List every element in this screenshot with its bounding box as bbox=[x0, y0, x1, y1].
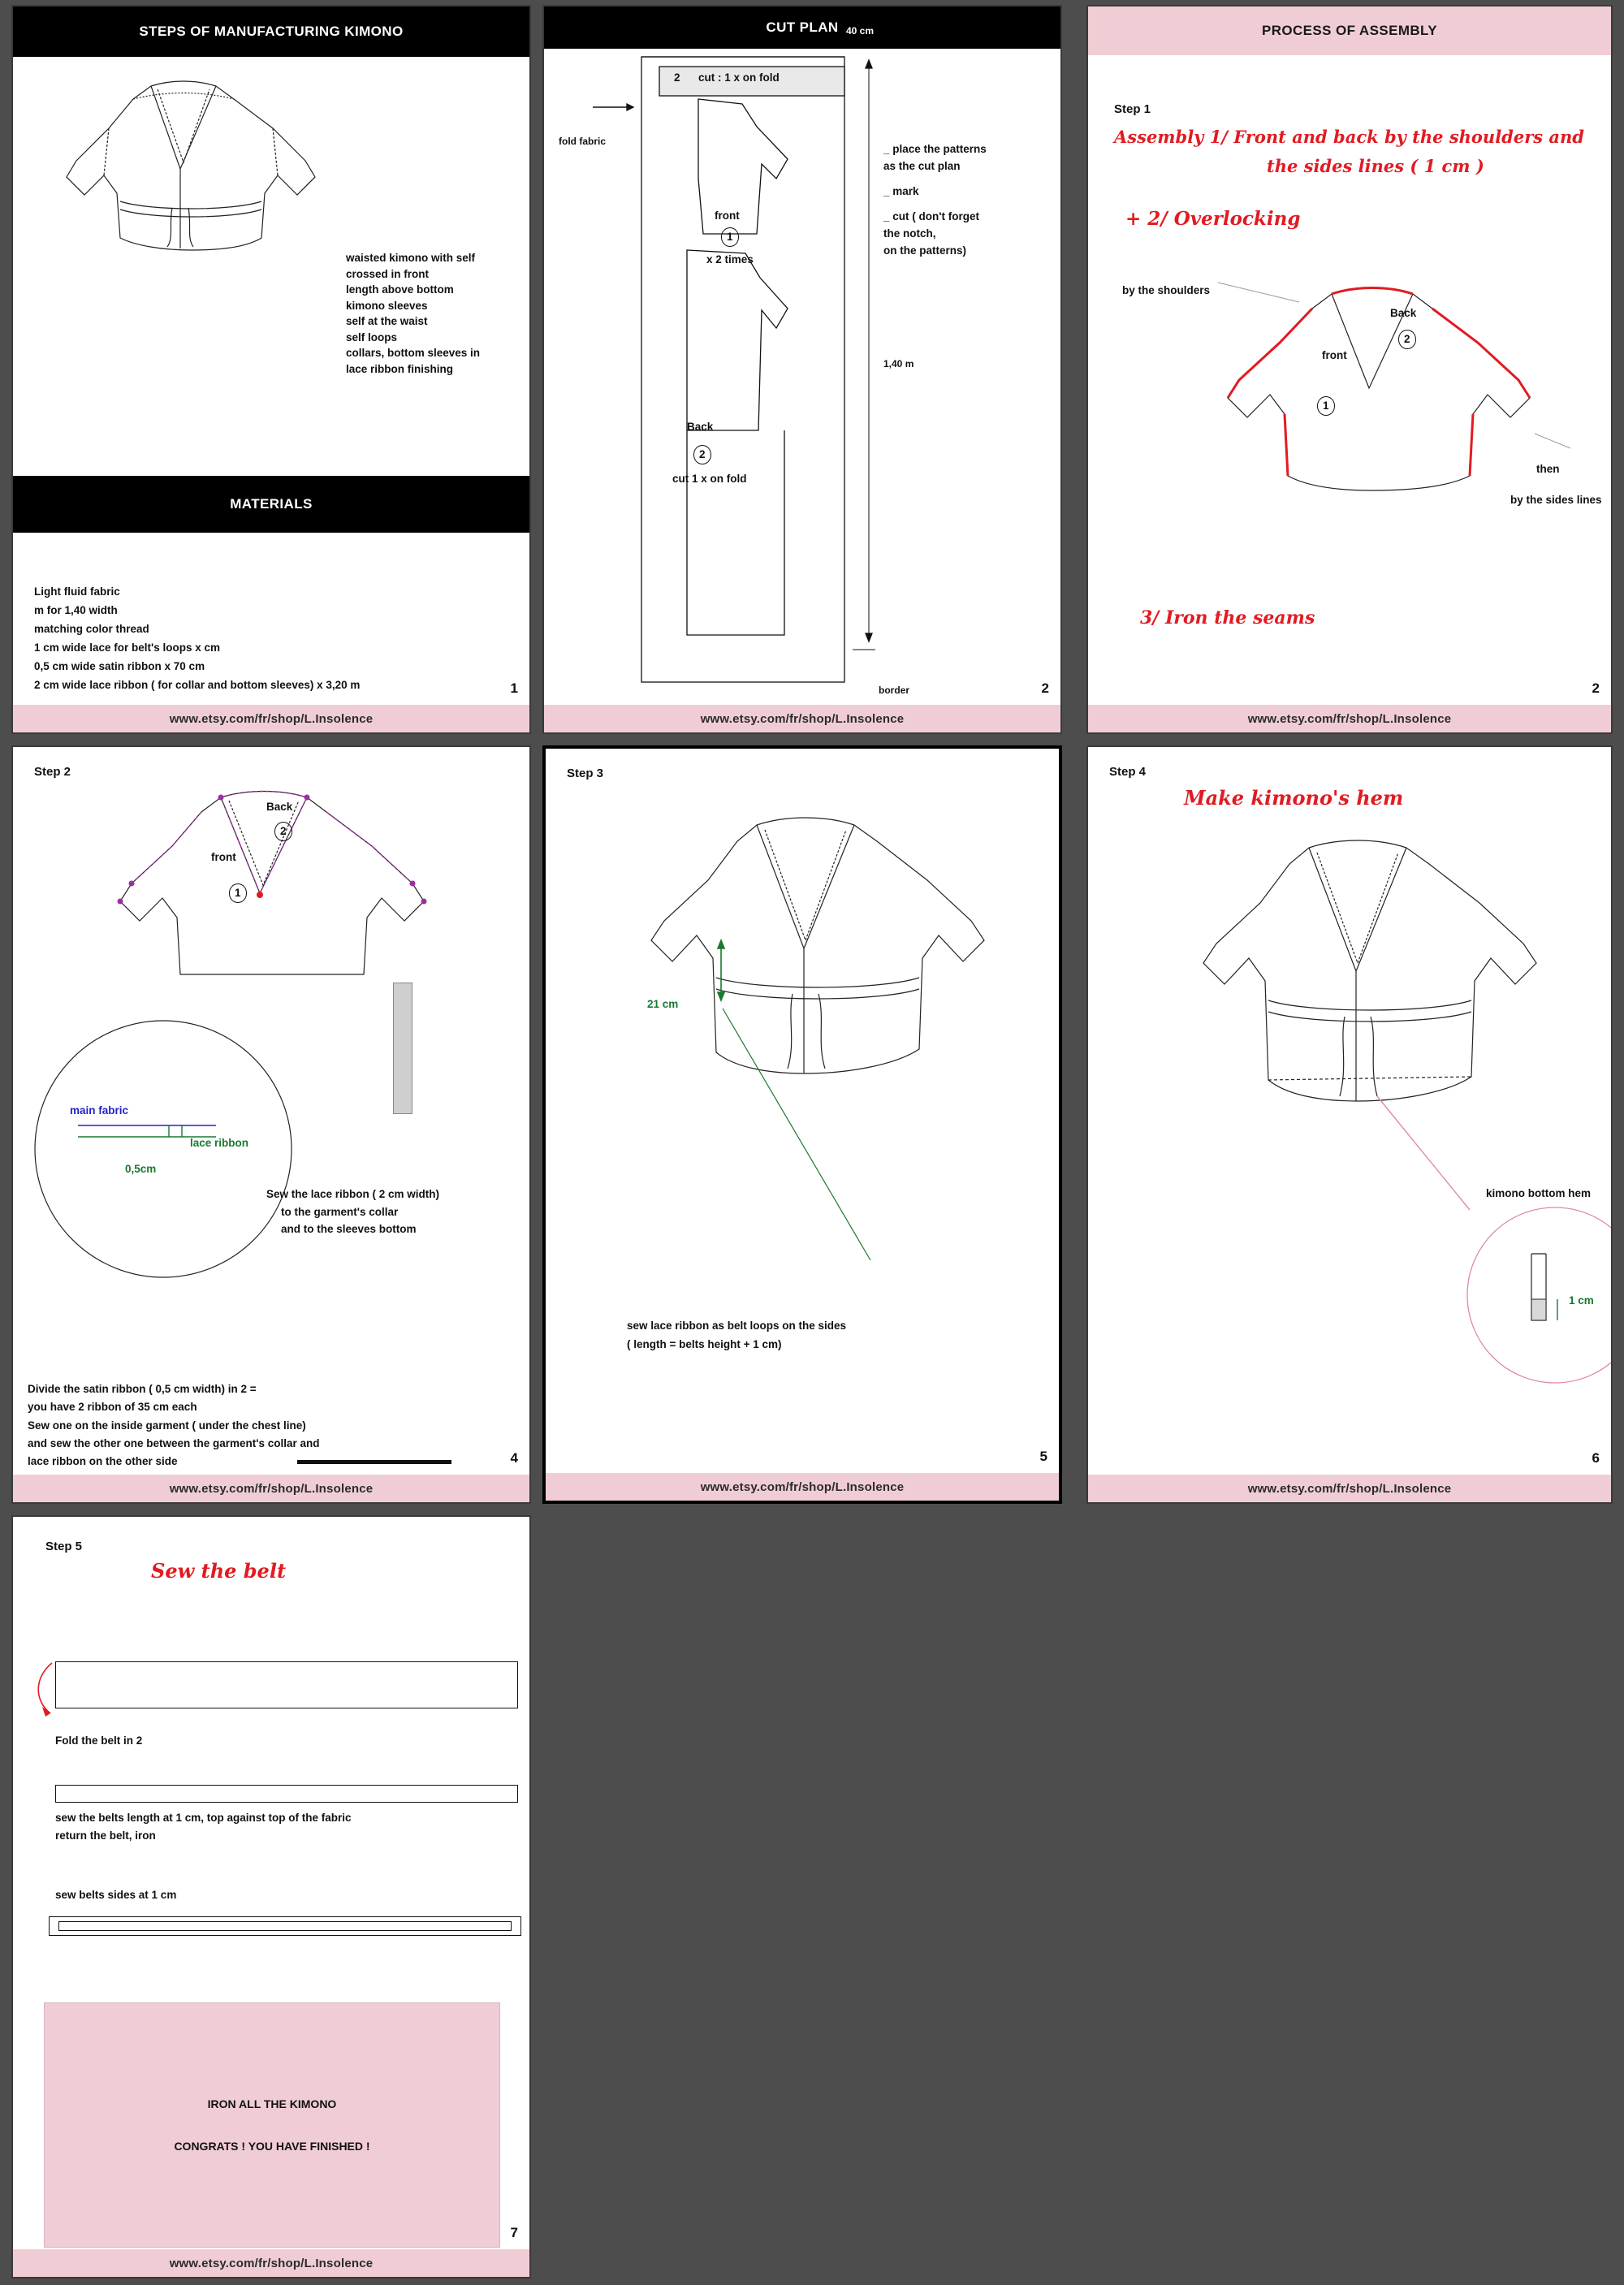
page3-title-bar bbox=[1088, 6, 1611, 55]
zoom-main-fabric-label: main fabric bbox=[70, 1104, 129, 1117]
belt-rect-2 bbox=[55, 1785, 518, 1803]
page3-script-line3: + 2/ Overlocking bbox=[1125, 208, 1301, 230]
page-7 bbox=[11, 1515, 531, 2279]
ribbon-line-graphic bbox=[297, 1460, 451, 1464]
belt-rect-3-inner bbox=[58, 1921, 512, 1931]
page4-instr-right: Sew the lace ribbon ( 2 cm width) to the garment's collar and to the sleeves bottom bbox=[266, 1188, 440, 1236]
page3-title: PROCESS OF ASSEMBLY bbox=[1261, 23, 1438, 38]
cut-plan-notes: _ place the patterns as the cut plan _ mark _ cut ( don't forget the notch, on the patterns) bbox=[883, 143, 987, 257]
label-then: then bbox=[1536, 463, 1560, 475]
page3-script-line2: the sides lines ( 1 cm ) bbox=[1267, 156, 1484, 176]
cut-piece-back-num: 2 bbox=[693, 445, 711, 464]
footer-url: www.etsy.com/fr/shop/L.Insolence bbox=[700, 711, 905, 726]
page4-label-back-num: 2 bbox=[274, 822, 292, 841]
final-line-1: IRON ALL THE KIMONO bbox=[207, 2097, 337, 2110]
page4-footer bbox=[13, 1475, 529, 1502]
page5-number: 5 bbox=[1039, 1449, 1047, 1464]
page7-line2: sew the belts length at 1 cm, top against top of the fabric return the belt, iron bbox=[55, 1812, 352, 1842]
footer-url: www.etsy.com/fr/shop/L.Insolence bbox=[169, 711, 374, 726]
final-message-box bbox=[44, 2002, 500, 2248]
page7-line1: Fold the belt in 2 bbox=[55, 1734, 143, 1747]
cut-piece-front-name: front bbox=[715, 209, 740, 222]
page-2 bbox=[542, 5, 1062, 734]
cut-piece-back-text: cut 1 x on fold bbox=[672, 473, 747, 485]
page6-callout-label: kimono bottom hem bbox=[1486, 1187, 1591, 1199]
fold-fabric-label: fold fabric bbox=[559, 136, 607, 147]
zoom-lace-ribbon-label: lace ribbon bbox=[190, 1137, 249, 1149]
footer-url: www.etsy.com/fr/shop/L.Insolence bbox=[1247, 1481, 1452, 1496]
materials-list: Light fluid fabric m for 1,40 width matching color thread 1 cm wide lace for belt's loops x cm 0,5 cm wide satin ribbon x 70 cm 2 cm wide lace ribbon ( for collar and bottom sleeves) x 3,20 m bbox=[34, 585, 361, 691]
footer-url: www.etsy.com/fr/shop/L.Insolence bbox=[169, 1481, 374, 1496]
footer-url: www.etsy.com/fr/shop/L.Insolence bbox=[1247, 711, 1452, 726]
page4-label-front-num: 1 bbox=[229, 883, 247, 903]
final-line-2: CONGRATS ! YOU HAVE FINISHED ! bbox=[174, 2140, 370, 2153]
page4-instr-bottom: Divide the satin ribbon ( 0,5 cm width) in 2 = you have 2 ribbon of 35 cm each Sew one on the inside garment ( under the chest line) and sew the other one between the garment's collar and lace ribbon on the other side bbox=[28, 1383, 320, 1468]
page4-number: 4 bbox=[510, 1450, 518, 1466]
page7-line3: sew belts sides at 1 cm bbox=[55, 1889, 177, 1901]
page6-step-label: Step 4 bbox=[1109, 765, 1147, 779]
assembly-illustration bbox=[1186, 274, 1592, 551]
page1-footer bbox=[13, 705, 529, 732]
page-3 bbox=[1086, 5, 1613, 734]
page1-description: waisted kimono with self crossed in front length above bottom kimono sleeves self at the waist self loops collars, bottom sleeves in lace ribbon finishing bbox=[346, 252, 481, 375]
materials-title: MATERIALS bbox=[230, 496, 313, 512]
page3-step-label: Step 1 bbox=[1114, 102, 1151, 116]
page2-unit-label: 40 cm bbox=[846, 25, 875, 37]
page-5 bbox=[542, 745, 1062, 1504]
page7-footer bbox=[13, 2249, 529, 2277]
page6-script-title: Make kimono's hem bbox=[1184, 786, 1404, 810]
page5-step-label: Step 3 bbox=[567, 767, 604, 780]
cut-piece-2-top-num: 2 bbox=[674, 71, 680, 84]
page-4 bbox=[11, 745, 531, 1504]
page5-measure-label: 21 cm bbox=[647, 998, 679, 1010]
page4-label-front: front bbox=[211, 851, 236, 863]
page7-script-title: Sew the belt bbox=[151, 1559, 287, 1583]
page2-footer bbox=[544, 705, 1060, 732]
page6-measure-label: 1 cm bbox=[1569, 1294, 1594, 1307]
page3-footer bbox=[1088, 705, 1611, 732]
belt-rect-1 bbox=[55, 1661, 518, 1708]
page-1 bbox=[11, 5, 531, 734]
lace-ribbon-sample bbox=[393, 983, 412, 1114]
cut-piece-back-name: Back bbox=[687, 421, 714, 433]
label-by-sides: by the sides lines bbox=[1510, 494, 1602, 506]
label-back: Back bbox=[1390, 307, 1417, 319]
label-by-shoulders: by the shoulders bbox=[1122, 284, 1211, 296]
page-6 bbox=[1086, 745, 1613, 1504]
label-front: front bbox=[1322, 349, 1347, 361]
materials-title-bar bbox=[13, 476, 529, 533]
label-front-num: 1 bbox=[1317, 396, 1335, 416]
page5-footer bbox=[546, 1473, 1059, 1501]
cut-piece-front-text: x 2 times bbox=[706, 253, 754, 266]
zoom-detail-circle bbox=[29, 1015, 297, 1283]
page4-step-label: Step 2 bbox=[34, 765, 71, 779]
page2-title: CUT PLAN bbox=[766, 19, 839, 35]
cut-plan-border-label: border bbox=[879, 685, 910, 696]
kimono-illustration bbox=[29, 71, 338, 266]
zoom-measure-label: 0,5cm bbox=[125, 1163, 157, 1175]
kimono-belt-loops-illustration bbox=[627, 806, 1017, 1309]
page7-step-label: Step 5 bbox=[45, 1540, 83, 1553]
page3-script-line1: Assembly 1/ Front and back by the shoulders and bbox=[1114, 127, 1584, 147]
cut-plan-side-measure: 1,40 m bbox=[883, 358, 914, 369]
page7-number: 7 bbox=[510, 2225, 518, 2240]
page3-number: 2 bbox=[1592, 680, 1600, 696]
page2-title-bar bbox=[544, 6, 1060, 49]
page1-title-bar bbox=[13, 6, 529, 57]
page5-instructions: sew lace ribbon as belt loops on the sides ( length = belts height + 1 cm) bbox=[627, 1320, 847, 1350]
page6-number: 6 bbox=[1592, 1450, 1600, 1466]
fold-arrow-icon bbox=[28, 1657, 60, 1721]
label-back-num: 2 bbox=[1398, 330, 1416, 349]
page1-number: 1 bbox=[510, 680, 518, 696]
footer-url: www.etsy.com/fr/shop/L.Insolence bbox=[169, 2256, 374, 2270]
page3-script-iron: 3/ Iron the seams bbox=[1140, 607, 1315, 628]
page2-number: 2 bbox=[1041, 680, 1049, 696]
page4-label-back: Back bbox=[266, 801, 293, 813]
cut-piece-front-num: 1 bbox=[721, 227, 739, 247]
page1-title: STEPS OF MANUFACTURING KIMONO bbox=[139, 24, 404, 39]
cut-piece-2-top-text: cut : 1 x on fold bbox=[698, 71, 780, 84]
page6-footer bbox=[1088, 1475, 1611, 1502]
footer-url: www.etsy.com/fr/shop/L.Insolence bbox=[700, 1479, 905, 1494]
